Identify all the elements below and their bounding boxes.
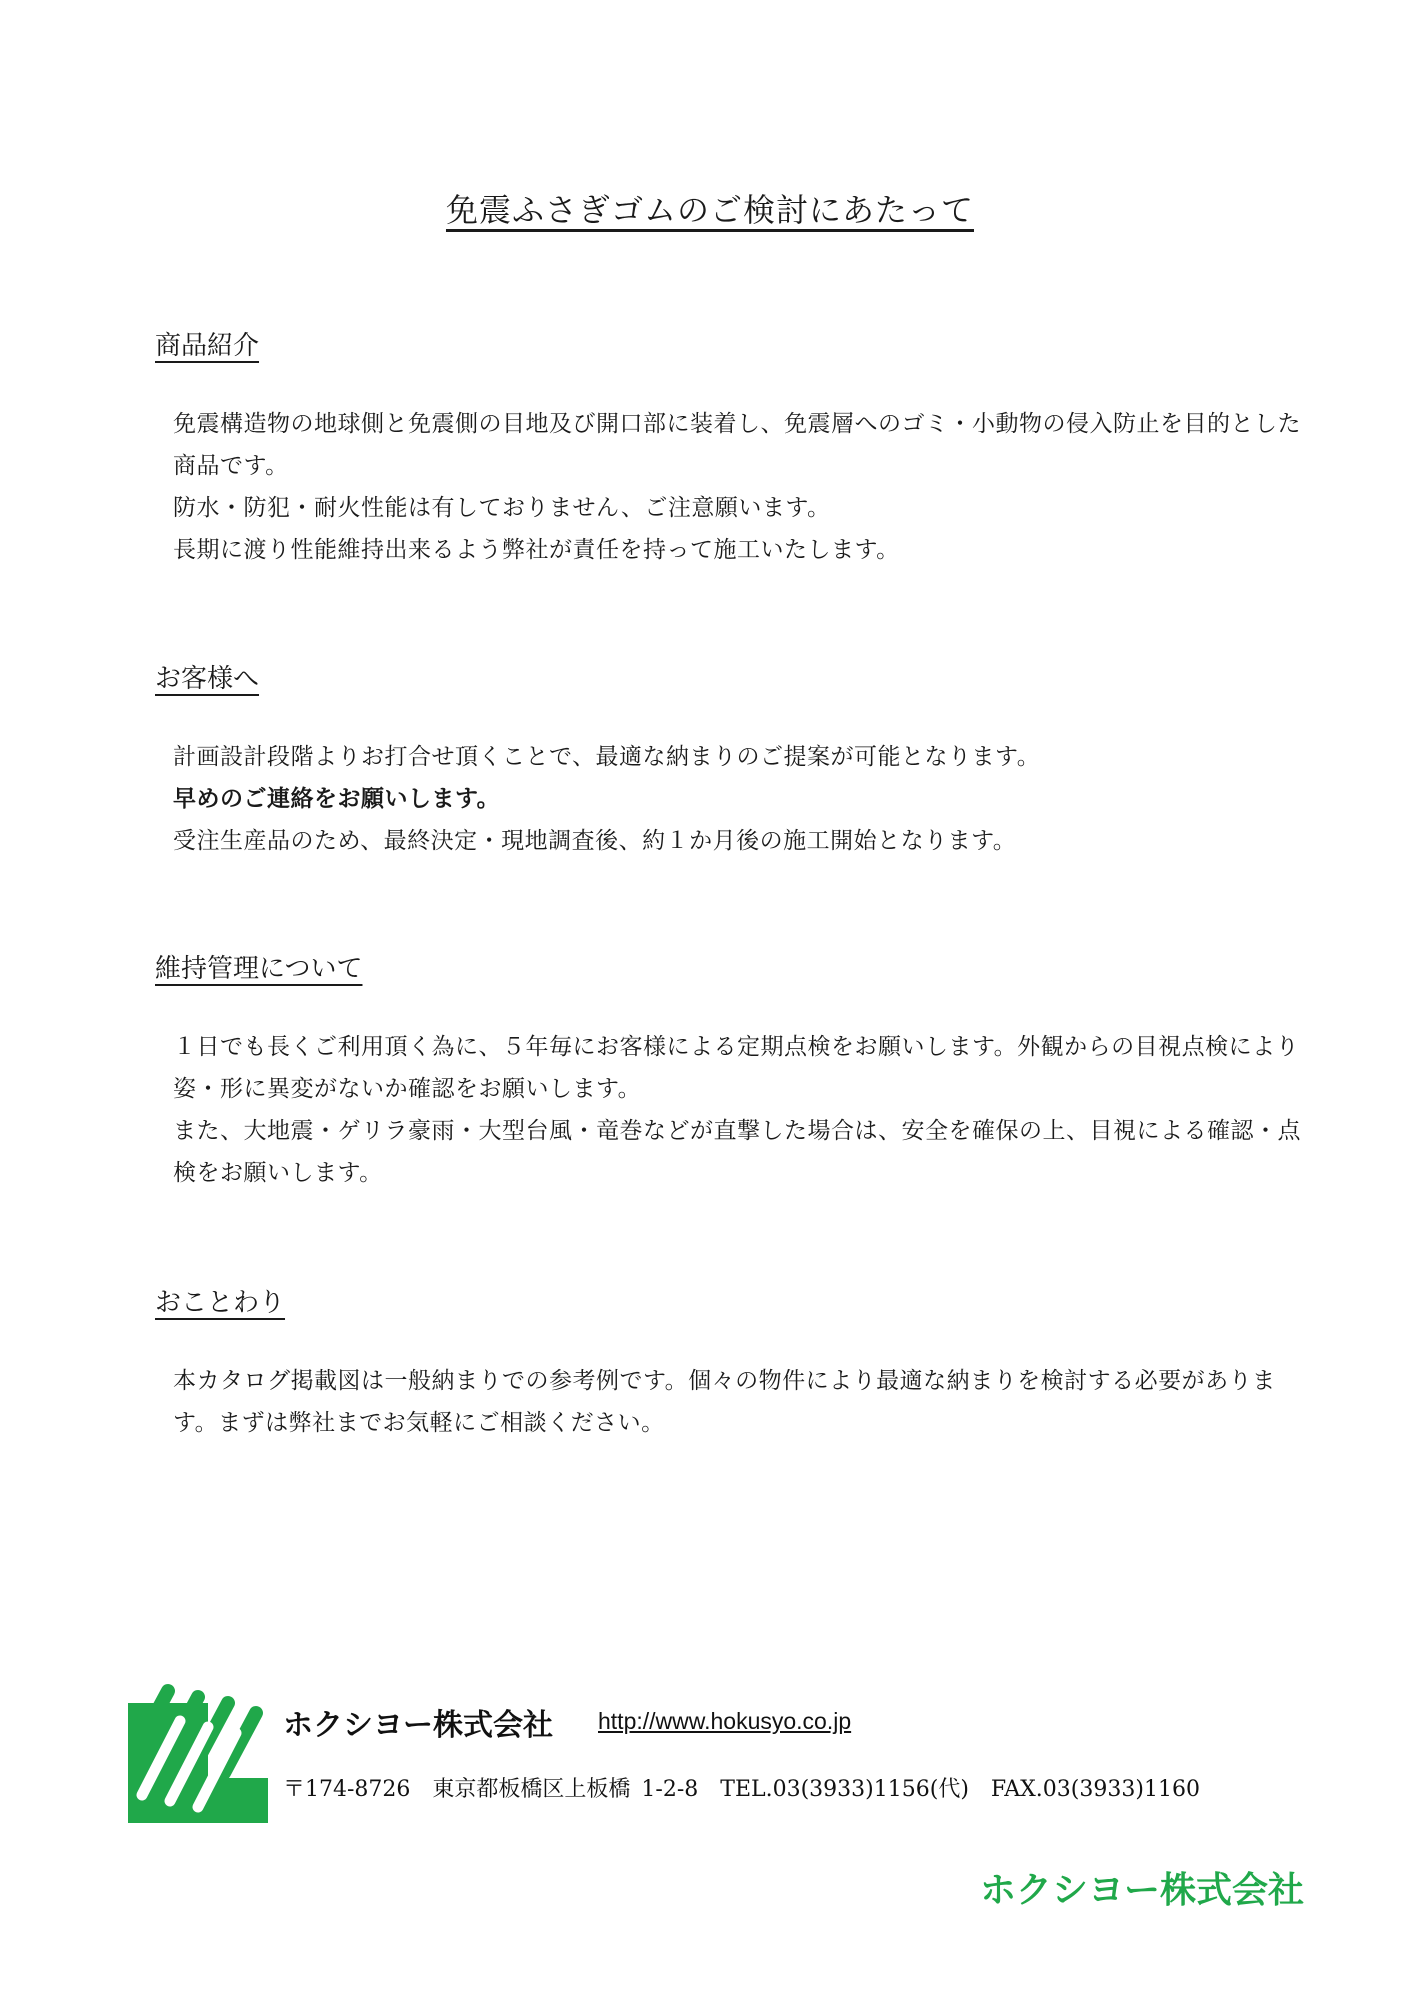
text-line: 防水・防犯・耐火性能は有しておりません、ご注意願います。 <box>173 495 831 521</box>
page-title: 免震ふさぎゴムのご検討にあたって <box>445 191 974 229</box>
text-line: 検をお願いします。 <box>173 1160 383 1186</box>
text-line: 計画設計段階よりお打合せ頂くことで、最適な納まりのご提案が可能となります。 <box>173 744 1041 770</box>
company-name: ホクシヨー株式会社 <box>283 1708 553 1743</box>
company-address: 〒174-8726 東京都板橋区上板橋 1-2-8 TEL.03(3933)1156(代) FAX.03(3933)1160 <box>283 1777 1200 1802</box>
company-url-link[interactable]: http://www.hokusyo.co.jp <box>598 1708 852 1734</box>
section-body-disclaimer <box>173 1360 1333 1444</box>
section-body-product <box>173 403 1333 571</box>
section-body-maintenance <box>173 1026 1333 1194</box>
text-line: 免震構造物の地球側と免震側の目地及び開口部に装着し、免震層へのゴミ・小動物の侵入防止を目的とした <box>173 411 1301 437</box>
text-line: 受注生産品のため、最終決定・現地調査後、約１か月後の施工開始となります。 <box>173 828 1017 854</box>
text-line: 長期に渡り性能維持出来るよう弊社が責任を持って施工いたします。 <box>173 537 900 563</box>
text-line: す。まずは弊社までお気軽にご相談ください。 <box>173 1410 665 1436</box>
text-line: また、大地震・ゲリラ豪雨・大型台風・竜巻などが直撃した場合は、安全を確保の上、目視による確認・点 <box>173 1118 1301 1144</box>
section-heading-disclaimer: おことわり <box>155 1288 286 1318</box>
section-heading-customer: お客様へ <box>155 664 260 694</box>
text-line-emphasis: 早めのご連絡をお願いします。 <box>173 785 501 812</box>
text-line: 姿・形に異変がないか確認をお願いします。 <box>173 1076 642 1102</box>
section-body-customer <box>173 736 1333 862</box>
footer-company-name: ホクシヨー株式会社 <box>980 1870 1305 1911</box>
section-heading-maintenance: 維持管理について <box>155 954 363 984</box>
section-heading-product: 商品紹介 <box>155 331 260 361</box>
text-line: 商品です。 <box>173 453 289 479</box>
text-line: １日でも長くご利用頂く為に、５年毎にお客様による定期点検をお願いします。外観からの目視点検により <box>173 1034 1300 1060</box>
hokusyo-logo-icon <box>128 1683 268 1823</box>
text-line: 本カタログ掲載図は一般納まりでの参考例です。個々の物件により最適な納まりを検討する必要がありま <box>173 1368 1276 1394</box>
